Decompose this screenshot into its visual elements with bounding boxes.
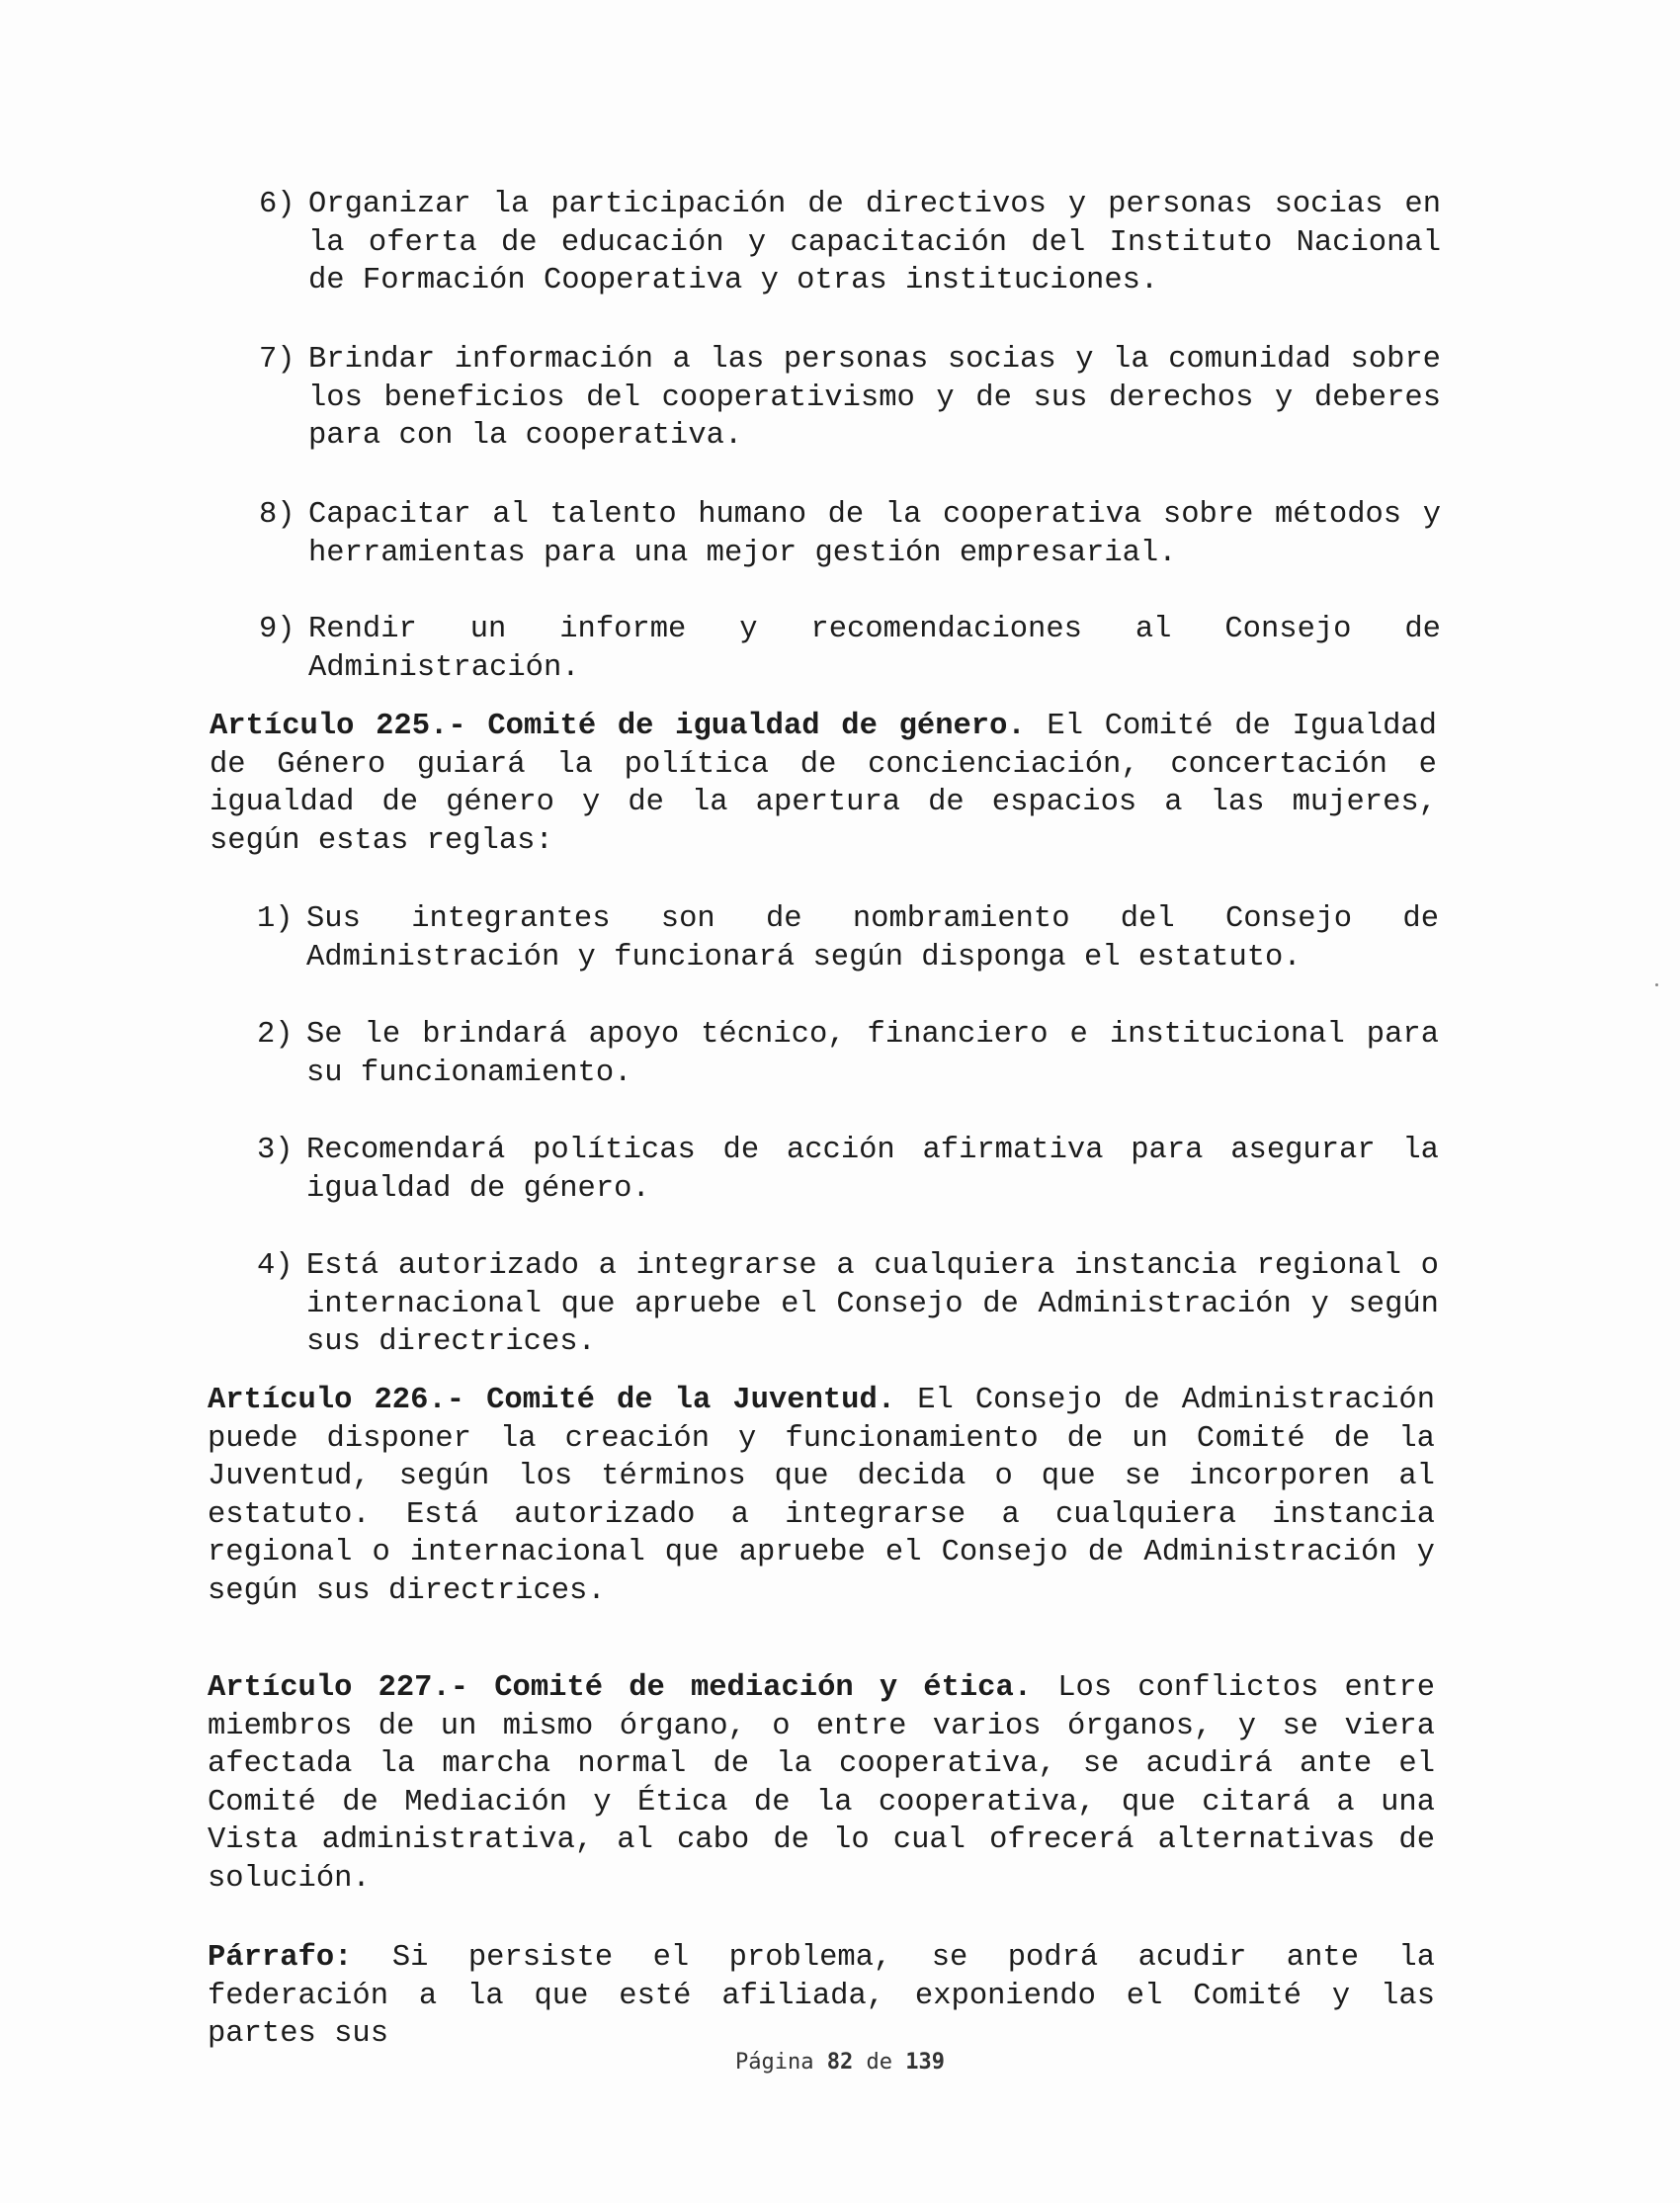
footer-page-number: 82 bbox=[826, 2050, 854, 2075]
article-heading: Artículo 225.- Comité de igualdad de género. bbox=[210, 710, 1026, 743]
article-text: Los conflictos entre miembros de un mismo órgano, o entre varios órganos, y se viera afectada la marcha normal de la cooperativa, se acudirá ante el Comité de Mediación y Ética de la cooperativa, que citará a una Vista administrativa, al cabo de lo cual ofrecerá alternativas de solución. bbox=[208, 1671, 1435, 1896]
list-item-text: Organizar la participación de directivos y personas socias en la oferta de educación y capacitación del Instituto Nacional de Formación Cooperativa y otras instituciones. bbox=[308, 188, 1441, 297]
list-item-number: 4) bbox=[257, 1249, 294, 1283]
list-item-number: 8) bbox=[259, 498, 295, 532]
list-item-text: Se le brindará apoyo técnico, financiero e institucional para su funcionamiento. bbox=[306, 1018, 1439, 1090]
article-225 bbox=[210, 708, 1437, 860]
list-item-text: Rendir un informe y recomendaciones al Consejo de Administración. bbox=[308, 613, 1441, 685]
paragraph-note bbox=[208, 1939, 1435, 2054]
scan-speck bbox=[1655, 983, 1658, 986]
article-text: El Comité de Igualdad de Género guiará la política de concienciación, concertación e igualdad de género y de la apertura de espacios a las mujeres, según estas reglas: bbox=[210, 710, 1437, 858]
paragraph-text: Si persiste el problema, se podrá acudir ante la federación a la que esté afiliada, exponiendo el Comité y las partes sus bbox=[208, 1941, 1435, 2051]
article-227 bbox=[208, 1669, 1435, 1898]
list-item-number: 3) bbox=[257, 1134, 294, 1167]
list-item-number: 9) bbox=[259, 613, 295, 646]
list-item-text: Está autorizado a integrarse a cualquiera instancia regional o internacional que apruebe el Consejo de Administración y según sus directrices. bbox=[306, 1249, 1439, 1359]
paragraph-label: Párrafo: bbox=[208, 1941, 353, 1975]
article-226 bbox=[208, 1382, 1435, 1610]
list-item-number: 2) bbox=[257, 1018, 294, 1052]
footer-total-pages: 139 bbox=[905, 2050, 945, 2075]
article-text: El Consejo de Administración puede disponer la creación y funcionamiento de un Comité de la Juventud, según los términos que decida o que se incorporen al estatuto. Está autorizado a integrarse a cualquiera instancia regional o internacional que apruebe el Consejo de Administración y según sus directrices. bbox=[208, 1384, 1435, 1608]
article-heading: Artículo 226.- Comité de la Juventud. bbox=[208, 1384, 896, 1417]
list-item-text: Brindar información a las personas socias y la comunidad sobre los beneficios del cooperativismo y de sus derechos y deberes para con la cooperativa. bbox=[308, 343, 1441, 453]
list-item-number: 7) bbox=[259, 343, 295, 377]
list-item-text: Recomendará políticas de acción afirmativa para asegurar la igualdad de género. bbox=[306, 1134, 1439, 1206]
list-item-text: Capacitar al talento humano de la cooperativa sobre métodos y herramientas para una mejor gestión empresarial. bbox=[308, 498, 1441, 570]
list-item-text: Sus integrantes son de nombramiento del Consejo de Administración y funcionará según disponga el estatuto. bbox=[306, 902, 1439, 974]
footer-prefix: Página bbox=[735, 2050, 814, 2075]
list-item-number: 6) bbox=[259, 188, 295, 221]
page-footer bbox=[0, 2050, 1680, 2075]
footer-of: de bbox=[866, 2050, 892, 2075]
list-item-number: 1) bbox=[257, 902, 294, 936]
article-heading: Artículo 227.- Comité de mediación y ética. bbox=[208, 1671, 1033, 1705]
